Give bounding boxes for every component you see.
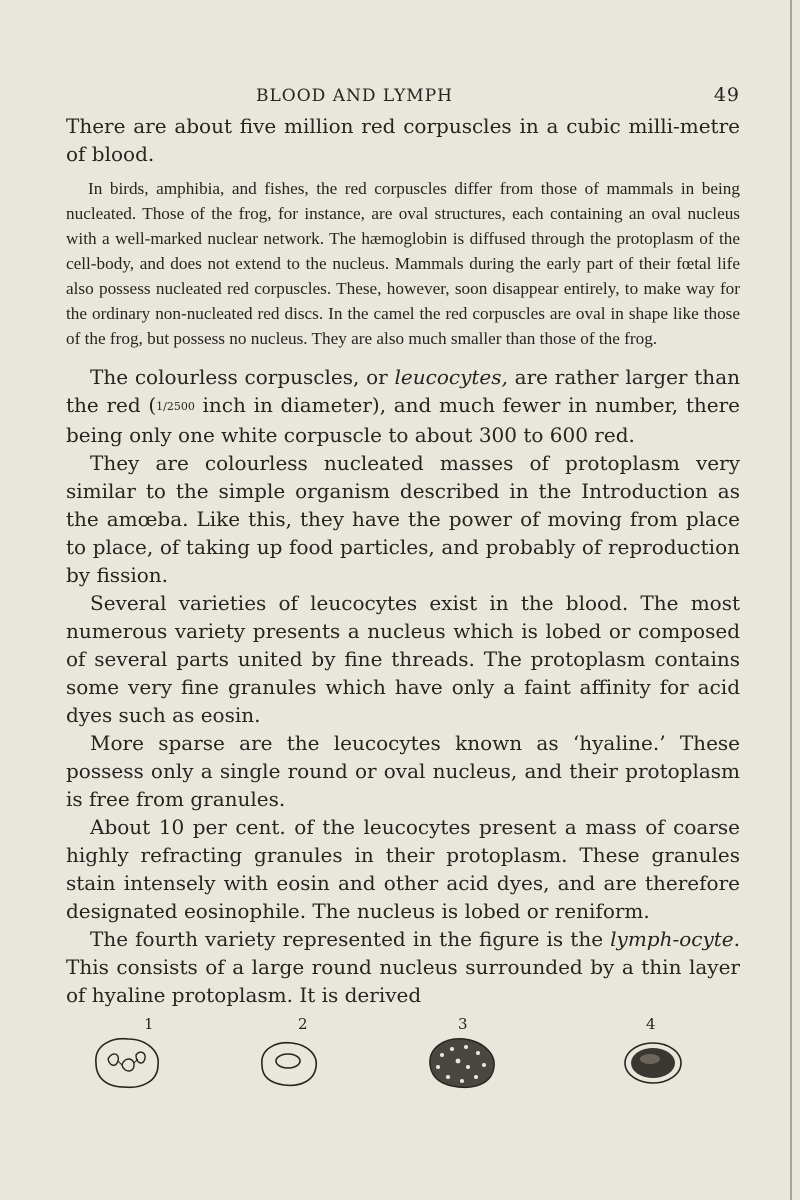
paragraph-varieties: Several varieties of leucocytes exist in the blood. The most numerous variety presents a nucleus which is lobed or composed of several parts united by fine threads. The protoplasm contains some very fine granules which have only a faint affinity for acid dyes such as eosin. [66, 591, 740, 727]
page-edge [790, 0, 792, 1200]
paragraph-lymphocyte [66, 925, 740, 1009]
text-run: are rather larger than the red ( [66, 365, 740, 417]
paragraph-amoeboid: They are colourless nucleated masses of protoplasm very similar to the simple organism described in the Introduction as the amœba. Like this, they have the power of moving from place to place, of taking up food particles, and probably of reproduction by fission. [66, 451, 740, 587]
lymphocyte-icon [620, 1037, 686, 1087]
page-number: 49 [713, 84, 740, 106]
paragraph-nucleated-corpuscles: In birds, amphibia, and fishes, the red corpuscles differ from those of mammals in being nucleated. Those of the frog, for instance, are oval structures, each containing an oval nucleus with a well-marked nuclear network. The hæmoglobin is diffused through the protoplasm of the cell-body, and does not extend to the nucleus. Mammals during the early part of their fœtal life also possess nucleated red corpuscles. These, however, soon disappear entirely, to make way for the ordinary non-nucleated red discs. In the camel the red corpuscles are oval in shape like those of the frog, but possess no nucleus. They are also much smaller than those of the frog. [66, 179, 740, 348]
figure-label-2: 2 [298, 1015, 308, 1033]
paragraph-hyaline: More sparse are the leucocytes known as ‘hyaline.’ These possess only a single round or oval nucleus, and their protoplasm is free from granules. [66, 731, 740, 811]
figure-label-4: 4 [646, 1015, 656, 1033]
paragraph-leucocytes [66, 363, 740, 449]
running-title: BLOOD AND LYMPH [256, 86, 453, 106]
term-lymphocyte: lymph-ocyte. [610, 927, 740, 951]
term-leucocytes: leucocytes, [394, 365, 508, 389]
page-header [66, 0, 740, 112]
paragraph-eosinophile: About 10 per cent. of the leucocytes present a mass of coarse highly refracting granules in their protoplasm. These granules stain intensely with eosin and other acid dyes, and are therefore designated eosinophile. The nucleus is lobed or reniform. [66, 815, 740, 923]
fraction: 1/2500 [156, 400, 195, 413]
lobed-leucocyte-icon [88, 1033, 164, 1091]
text-run: The colourless corpuscles, or [90, 365, 395, 389]
figure-label-1: 1 [144, 1015, 154, 1033]
text-run: This consists of a large round nucleus surrounded by a thin layer of hyaline protoplasm. It is derived [66, 955, 740, 1007]
leucocyte-figure [66, 1015, 740, 1095]
paragraph-red-count: There are about five million red corpuscles in a cubic milli-metre of blood. [66, 114, 740, 166]
eosinophile-leucocyte-icon [422, 1033, 502, 1093]
hyaline-leucocyte-icon [256, 1037, 322, 1089]
figure-label-3: 3 [458, 1015, 468, 1033]
text-run: inch in diameter), and much fewer in number, there being only one white corpuscle to about 300 to 600 red. [66, 393, 740, 447]
text-run: The fourth variety represented in the figure is the [90, 927, 611, 951]
